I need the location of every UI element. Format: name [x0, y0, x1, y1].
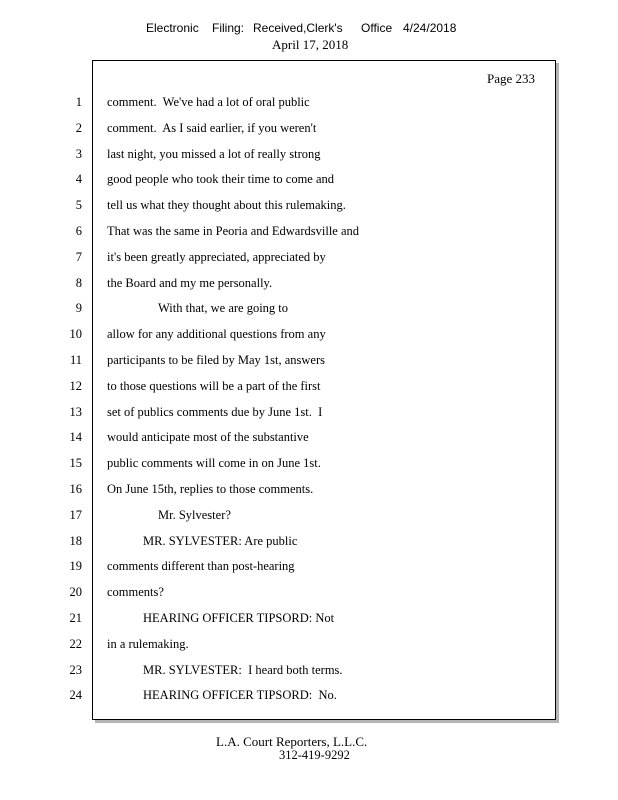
line-text: public comments will come in on June 1st. [107, 456, 321, 471]
stamp-filing: Filing: [212, 21, 245, 35]
line-number: 18 [69, 533, 82, 548]
line-number: 6 [75, 224, 82, 238]
line-number: 17 [69, 507, 82, 522]
line-text: it's been greatly appreciated, appreciated by [107, 249, 326, 264]
line-text: tell us what they thought about this rulemaking. [107, 198, 346, 213]
line-text: to those questions will be a part of the first [107, 378, 321, 393]
line-text: comment. As I said earlier, if you weren't [107, 120, 317, 135]
line-text: HEARING OFFICER TIPSORD: Not [143, 611, 335, 625]
line-text: good people who took their time to come and [107, 172, 335, 187]
stamp-office: Office [361, 21, 393, 35]
line-text: That was the same in Peoria and Edwardsville and [107, 224, 360, 238]
line-text: Mr. Sylvester? [158, 507, 231, 522]
line-number: 21 [69, 611, 82, 625]
line-text: set of publics comments due by June 1st. I [107, 404, 323, 419]
line-text: MR. SYLVESTER: Are public [143, 533, 298, 548]
stamp-date: 4/24/2018 [403, 21, 457, 35]
line-number: 22 [69, 636, 82, 651]
line-text: would anticipate most of the substantive [107, 430, 309, 445]
line-text: in a rulemaking. [107, 636, 189, 651]
line-number: 4 [75, 172, 82, 187]
line-text: comments? [107, 585, 164, 600]
line-number: 20 [69, 585, 82, 600]
line-number: 3 [75, 146, 82, 161]
stamp-received: Received,Clerk's [253, 21, 343, 35]
line-number: 10 [69, 327, 82, 342]
line-number: 13 [69, 404, 82, 419]
hearing-date: April 17, 2018 [272, 37, 349, 52]
line-number: 2 [75, 120, 82, 135]
line-text: allow for any additional questions from any [107, 327, 326, 342]
line-number: 5 [75, 198, 82, 213]
line-number: 19 [69, 559, 82, 574]
line-number: 14 [69, 430, 82, 445]
line-text: comment. We've had a lot of oral public [107, 95, 310, 109]
line-text: last night, you missed a lot of really strong [107, 146, 321, 161]
page-number: Page 233 [487, 71, 536, 86]
line-text: On June 15th, replies to those comments. [107, 482, 314, 496]
line-text: HEARING OFFICER TIPSORD: No. [143, 688, 337, 703]
line-text: participants to be filed by May 1st, answers [107, 353, 326, 367]
line-number: 7 [75, 249, 82, 264]
line-number: 11 [69, 353, 82, 367]
footer-phone: 312-419-9292 [279, 748, 350, 762]
line-number: 24 [69, 688, 82, 703]
line-text: MR. SYLVESTER: I heard both terms. [143, 662, 343, 677]
line-number: 12 [69, 378, 82, 393]
line-number: 16 [69, 482, 82, 496]
line-text: the Board and my me personally. [107, 275, 273, 290]
line-number: 9 [75, 301, 82, 316]
line-text: With that, we are going to [158, 301, 289, 316]
line-number: 23 [69, 662, 82, 677]
line-number: 1 [75, 95, 82, 109]
line-number: 15 [69, 456, 82, 471]
footer-company: L.A. Court Reporters, L.L.C. [216, 734, 368, 749]
line-number: 8 [75, 275, 82, 290]
line-text: comments different than post-hearing [107, 559, 295, 574]
stamp-electronic: Electronic [146, 21, 199, 35]
